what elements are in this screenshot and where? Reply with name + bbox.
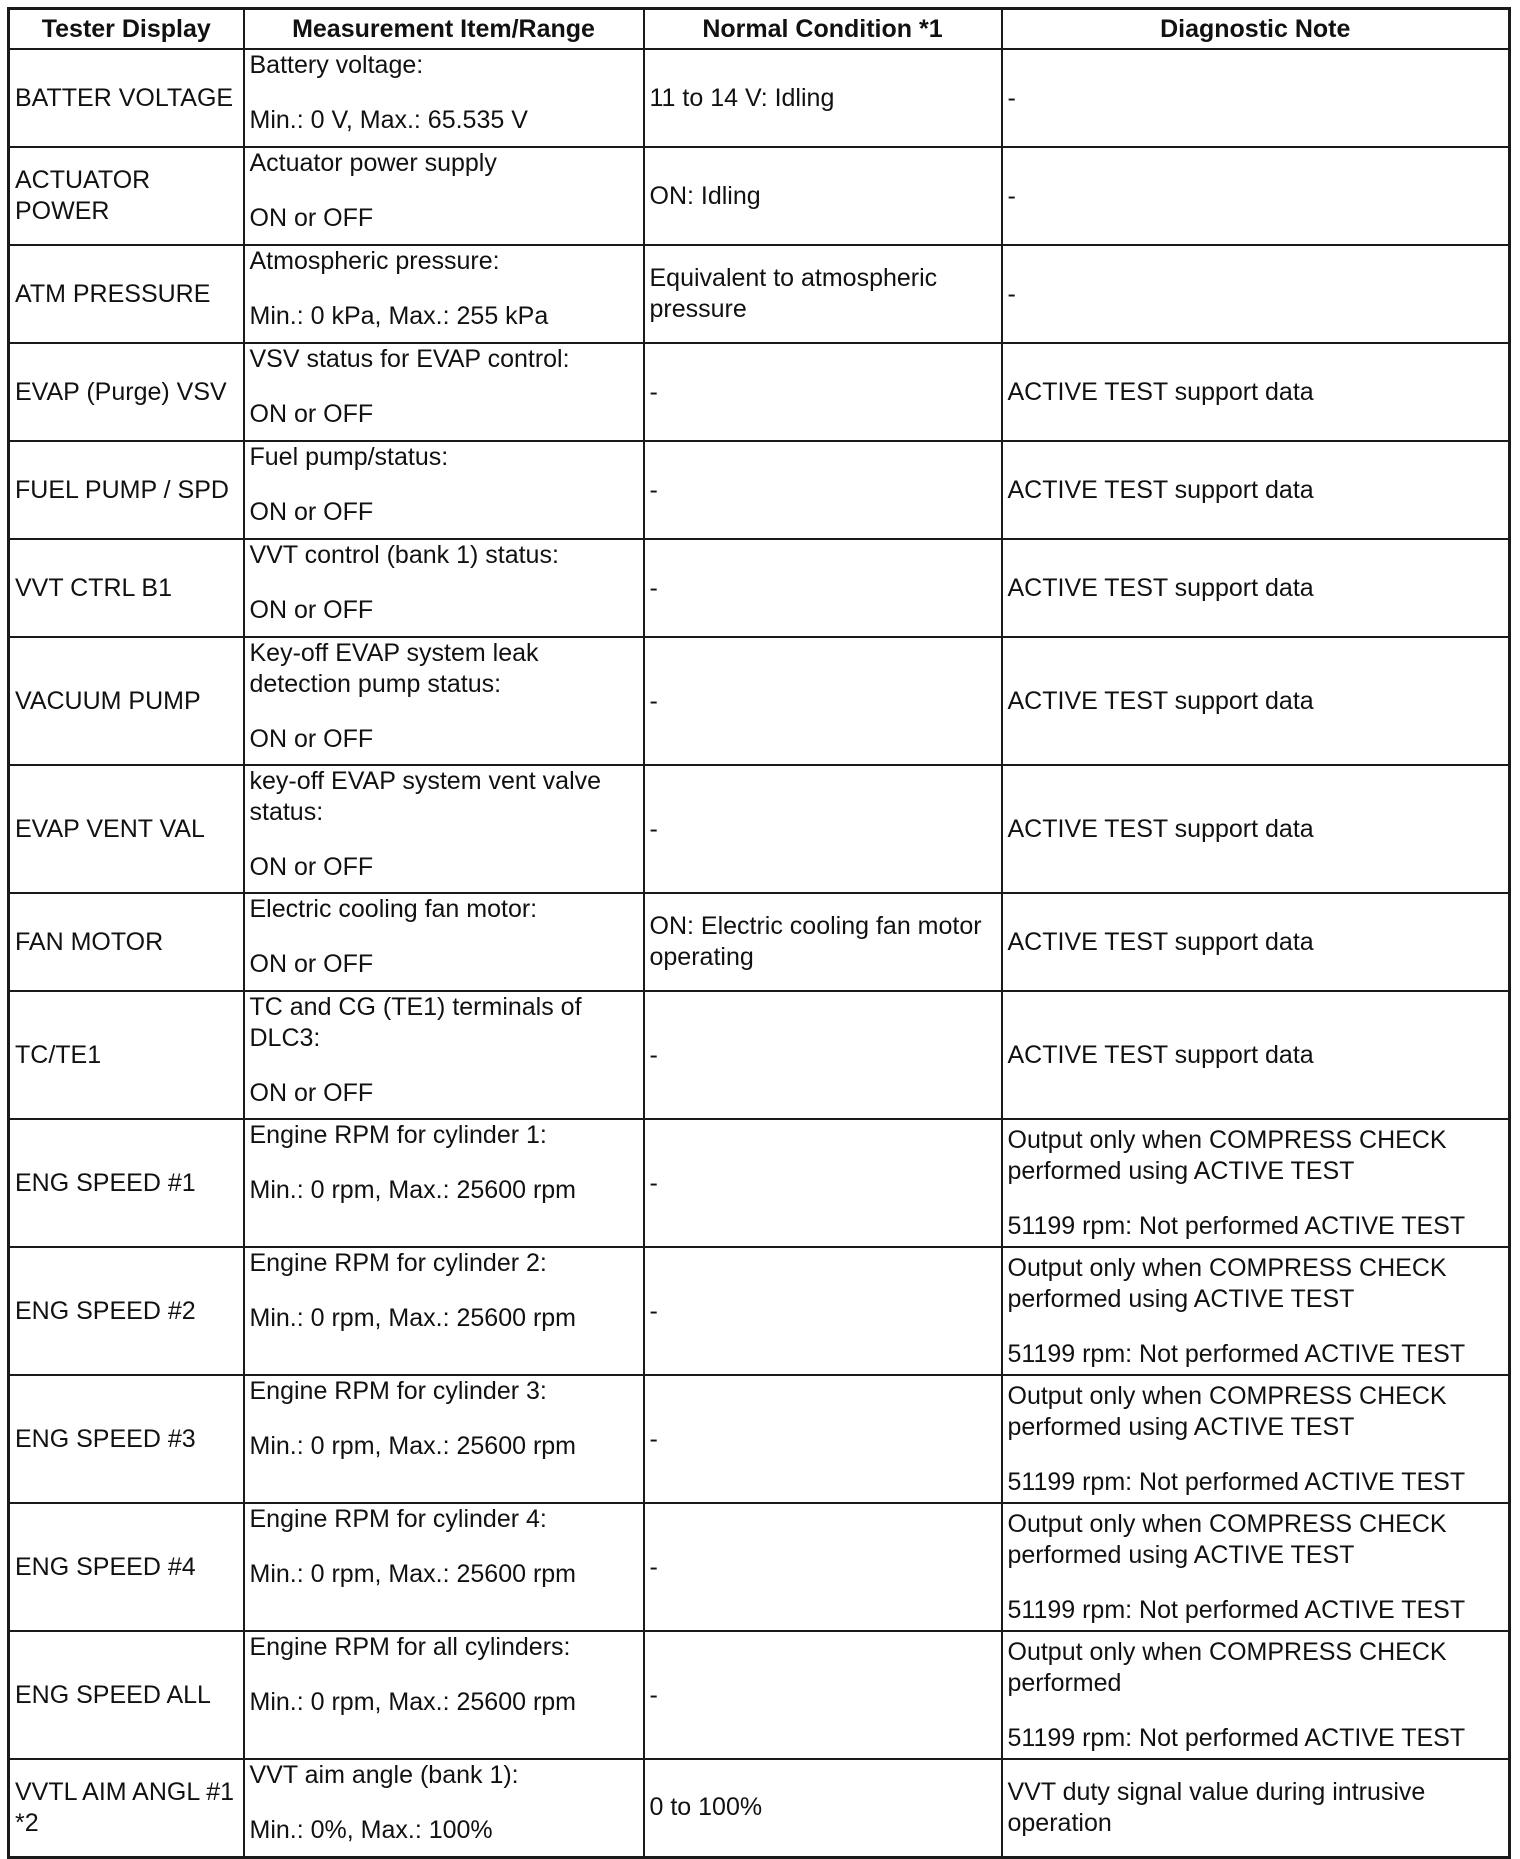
spacer bbox=[1008, 1443, 1504, 1467]
measurement-range-text: Min.: 0%, Max.: 100% bbox=[249, 1816, 493, 1844]
diagnostic-note-text: Output only when COMPRESS CHECK performed bbox=[1007, 1637, 1447, 1697]
spacer bbox=[250, 925, 638, 949]
diagnostic-note-cell bbox=[1002, 343, 1510, 441]
diagnostic-note-cell bbox=[1002, 245, 1510, 343]
tester-display-cell: ENG SPEED #3 bbox=[9, 1375, 244, 1503]
diagnostic-note-text: Output only when COMPRESS CHECK performed using ACTIVE TEST bbox=[1007, 1509, 1447, 1569]
diagnostic-note-text: ACTIVE TEST support data bbox=[1007, 377, 1314, 406]
diagnostic-note-text: ACTIVE TEST support data bbox=[1007, 475, 1314, 504]
normal-condition-cell: - bbox=[644, 765, 1002, 893]
normal-condition-cell: 11 to 14 V: Idling bbox=[644, 49, 1002, 147]
diagnostic-note-text: Output only when COMPRESS CHECK performed using ACTIVE TEST bbox=[1007, 1381, 1447, 1441]
normal-condition-cell: - bbox=[644, 1119, 1002, 1247]
diagnostic-note-text: 51199 rpm: Not performed ACTIVE TEST bbox=[1007, 1339, 1466, 1368]
table-row bbox=[9, 1247, 1510, 1375]
normal-condition-cell: - bbox=[644, 539, 1002, 637]
measurement-range-text: ON or OFF bbox=[249, 498, 374, 526]
measurement-item-text: detection pump status: bbox=[249, 670, 502, 698]
normal-condition-cell: - bbox=[644, 1375, 1002, 1503]
measurement-item-cell bbox=[244, 1503, 644, 1631]
table-row bbox=[9, 765, 1510, 893]
table-row bbox=[9, 1631, 1510, 1759]
diagnostic-note-text: ACTIVE TEST support data bbox=[1007, 1040, 1314, 1069]
measurement-item-text: Engine RPM for cylinder 2: bbox=[249, 1249, 547, 1277]
tester-display-cell: ENG SPEED ALL bbox=[9, 1631, 244, 1759]
tester-display-cell: VVT CTRL B1 bbox=[9, 539, 244, 637]
spacer bbox=[250, 1151, 638, 1175]
diagnostic-note-cell bbox=[1002, 1247, 1510, 1375]
spacer bbox=[250, 1535, 638, 1559]
header-measurement-item: Measurement Item/Range bbox=[244, 9, 644, 50]
measurement-item-cell bbox=[244, 1119, 644, 1247]
normal-condition-cell: - bbox=[644, 343, 1002, 441]
tester-display-cell: ATM PRESSURE bbox=[9, 245, 244, 343]
diagnostic-note-cell bbox=[1002, 49, 1510, 147]
measurement-item-cell bbox=[244, 343, 644, 441]
measurement-item-cell bbox=[244, 539, 644, 637]
measurement-item-text: Engine RPM for cylinder 3: bbox=[249, 1377, 547, 1405]
table-row bbox=[9, 49, 1510, 147]
diagnostic-note-cell bbox=[1002, 1503, 1510, 1631]
table-row bbox=[9, 539, 1510, 637]
normal-condition-cell: - bbox=[644, 991, 1002, 1119]
measurement-item-text: Key-off EVAP system leak bbox=[249, 639, 539, 667]
measurement-item-text: Fuel pump/status: bbox=[249, 443, 449, 471]
normal-condition-cell: Equivalent to atmospheric pressure bbox=[644, 245, 1002, 343]
header-tester-display: Tester Display bbox=[9, 9, 244, 50]
measurement-item-text: Electric cooling fan motor: bbox=[249, 895, 538, 923]
measurement-range-text: Min.: 0 rpm, Max.: 25600 rpm bbox=[249, 1432, 577, 1460]
measurement-item-cell bbox=[244, 147, 644, 245]
spacer bbox=[250, 179, 638, 203]
table-row bbox=[9, 991, 1510, 1119]
table-row bbox=[9, 637, 1510, 765]
measurement-item-text: Actuator power supply bbox=[249, 149, 497, 177]
measurement-item-text: key-off EVAP system vent valve bbox=[249, 767, 602, 795]
spacer bbox=[250, 277, 638, 301]
diagnostic-note-text: 51199 rpm: Not performed ACTIVE TEST bbox=[1007, 1723, 1466, 1752]
measurement-range-text: Min.: 0 V, Max.: 65.535 V bbox=[249, 106, 528, 134]
table-row bbox=[9, 441, 1510, 539]
diagnostic-note-cell bbox=[1002, 1631, 1510, 1759]
measurement-range-text: ON or OFF bbox=[249, 950, 374, 978]
tester-display-cell: FUEL PUMP / SPD bbox=[9, 441, 244, 539]
spacer bbox=[1008, 1187, 1504, 1211]
table-row bbox=[9, 893, 1510, 991]
measurement-range-text: ON or OFF bbox=[249, 596, 374, 624]
spacer bbox=[250, 81, 638, 105]
diagnostic-note-text: VVT duty signal value during intrusive operation bbox=[1007, 1777, 1426, 1837]
diagnostic-note-cell bbox=[1002, 441, 1510, 539]
measurement-range-text: ON or OFF bbox=[249, 204, 374, 232]
measurement-item-cell bbox=[244, 1631, 644, 1759]
measurement-item-text: Engine RPM for cylinder 1: bbox=[249, 1121, 547, 1149]
diagnostic-note-text: 51199 rpm: Not performed ACTIVE TEST bbox=[1007, 1211, 1466, 1240]
measurement-item-text: VVT aim angle (bank 1): bbox=[249, 1761, 519, 1789]
table-body bbox=[9, 49, 1510, 1857]
diagnostic-note-cell bbox=[1002, 1759, 1510, 1857]
header-normal-condition: Normal Condition *1 bbox=[644, 9, 1002, 50]
diagnostic-note-text: ACTIVE TEST support data bbox=[1007, 686, 1314, 715]
normal-condition-cell: ON: Idling bbox=[644, 147, 1002, 245]
diagnostic-note-text: Output only when COMPRESS CHECK performed using ACTIVE TEST bbox=[1007, 1253, 1447, 1313]
measurement-item-cell bbox=[244, 441, 644, 539]
diagnostic-note-text: - bbox=[1007, 279, 1016, 308]
normal-condition-cell: 0 to 100% bbox=[644, 1759, 1002, 1857]
measurement-item-text: TC and CG (TE1) terminals of bbox=[249, 993, 582, 1021]
diagnostic-note-cell bbox=[1002, 991, 1510, 1119]
measurement-range-text: Min.: 0 rpm, Max.: 25600 rpm bbox=[249, 1176, 577, 1204]
measurement-item-cell bbox=[244, 893, 644, 991]
diagnostic-note-text: - bbox=[1007, 181, 1016, 210]
measurement-item-cell bbox=[244, 1247, 644, 1375]
spacer bbox=[250, 828, 638, 852]
table-row bbox=[9, 1119, 1510, 1247]
measurement-item-text: Engine RPM for all cylinders: bbox=[249, 1633, 571, 1661]
normal-condition-cell: - bbox=[644, 1247, 1002, 1375]
measurement-item-cell bbox=[244, 49, 644, 147]
normal-condition-cell: - bbox=[644, 1503, 1002, 1631]
data-list-table-container bbox=[7, 7, 1511, 1859]
spacer bbox=[250, 473, 638, 497]
measurement-item-cell bbox=[244, 991, 644, 1119]
measurement-item-text: VVT control (bank 1) status: bbox=[249, 541, 559, 569]
tester-display-cell: VVTL AIM ANGL #1 *2 bbox=[9, 1759, 244, 1857]
normal-condition-cell: - bbox=[644, 637, 1002, 765]
diagnostic-note-text: Output only when COMPRESS CHECK performed using ACTIVE TEST bbox=[1007, 1125, 1447, 1185]
tester-display-cell: ENG SPEED #1 bbox=[9, 1119, 244, 1247]
diagnostic-note-cell bbox=[1002, 765, 1510, 893]
tester-display-cell: FAN MOTOR bbox=[9, 893, 244, 991]
measurement-item-cell bbox=[244, 1759, 644, 1857]
diagnostic-note-cell bbox=[1002, 637, 1510, 765]
measurement-item-cell bbox=[244, 637, 644, 765]
normal-condition-cell: - bbox=[644, 1631, 1002, 1759]
measurement-item-text: VSV status for EVAP control: bbox=[249, 345, 570, 373]
table-row bbox=[9, 343, 1510, 441]
diagnostic-note-text: - bbox=[1007, 83, 1016, 112]
table-row bbox=[9, 147, 1510, 245]
measurement-range-text: Min.: 0 rpm, Max.: 25600 rpm bbox=[249, 1304, 577, 1332]
normal-condition-cell: - bbox=[644, 441, 1002, 539]
diagnostic-note-cell bbox=[1002, 1119, 1510, 1247]
table-row bbox=[9, 1503, 1510, 1631]
diagnostic-note-text: ACTIVE TEST support data bbox=[1007, 927, 1314, 956]
spacer bbox=[250, 1791, 638, 1815]
tester-display-cell: EVAP VENT VAL bbox=[9, 765, 244, 893]
tester-display-cell: ACTUATOR POWER bbox=[9, 147, 244, 245]
tester-display-cell: EVAP (Purge) VSV bbox=[9, 343, 244, 441]
tester-display-cell: TC/TE1 bbox=[9, 991, 244, 1119]
spacer bbox=[250, 1663, 638, 1687]
diagnostic-note-cell bbox=[1002, 893, 1510, 991]
spacer bbox=[1008, 1571, 1504, 1595]
spacer bbox=[250, 571, 638, 595]
table-row bbox=[9, 245, 1510, 343]
measurement-item-text: Atmospheric pressure: bbox=[249, 247, 500, 275]
measurement-range-text: Min.: 0 rpm, Max.: 25600 rpm bbox=[249, 1688, 577, 1716]
diagnostic-note-text: 51199 rpm: Not performed ACTIVE TEST bbox=[1007, 1595, 1466, 1624]
diagnostic-note-cell bbox=[1002, 147, 1510, 245]
tester-display-cell: ENG SPEED #4 bbox=[9, 1503, 244, 1631]
header-diagnostic-note: Diagnostic Note bbox=[1002, 9, 1510, 50]
measurement-range-text: Min.: 0 kPa, Max.: 255 kPa bbox=[249, 302, 549, 330]
measurement-item-cell bbox=[244, 1375, 644, 1503]
header-row bbox=[9, 9, 1510, 50]
diagnostic-note-cell bbox=[1002, 1375, 1510, 1503]
measurement-range-text: ON or OFF bbox=[249, 400, 374, 428]
spacer bbox=[250, 1407, 638, 1431]
diagnostic-note-text: 51199 rpm: Not performed ACTIVE TEST bbox=[1007, 1467, 1466, 1496]
tester-display-cell: ENG SPEED #2 bbox=[9, 1247, 244, 1375]
measurement-item-text: Battery voltage: bbox=[249, 51, 424, 79]
tester-display-cell: VACUUM PUMP bbox=[9, 637, 244, 765]
spacer bbox=[1008, 1699, 1504, 1723]
tester-display-cell: BATTER VOLTAGE bbox=[9, 49, 244, 147]
table-row bbox=[9, 1759, 1510, 1857]
measurement-item-cell bbox=[244, 245, 644, 343]
measurement-item-cell bbox=[244, 765, 644, 893]
spacer bbox=[250, 375, 638, 399]
measurement-item-text: status: bbox=[249, 798, 324, 826]
spacer bbox=[250, 1054, 638, 1078]
spacer bbox=[250, 700, 638, 724]
measurement-range-text: Min.: 0 rpm, Max.: 25600 rpm bbox=[249, 1560, 577, 1588]
measurement-item-text: DLC3: bbox=[249, 1024, 321, 1052]
normal-condition-cell: ON: Electric cooling fan motor operating bbox=[644, 893, 1002, 991]
measurement-range-text: ON or OFF bbox=[249, 853, 374, 881]
measurement-range-text: ON or OFF bbox=[249, 725, 374, 753]
measurement-item-text: Engine RPM for cylinder 4: bbox=[249, 1505, 547, 1533]
measurement-range-text: ON or OFF bbox=[249, 1079, 374, 1107]
diagnostic-note-cell bbox=[1002, 539, 1510, 637]
diagnostic-note-text: ACTIVE TEST support data bbox=[1007, 573, 1314, 602]
data-list-table bbox=[7, 7, 1511, 1859]
spacer bbox=[1008, 1315, 1504, 1339]
spacer bbox=[250, 1279, 638, 1303]
table-row bbox=[9, 1375, 1510, 1503]
diagnostic-note-text: ACTIVE TEST support data bbox=[1007, 814, 1314, 843]
